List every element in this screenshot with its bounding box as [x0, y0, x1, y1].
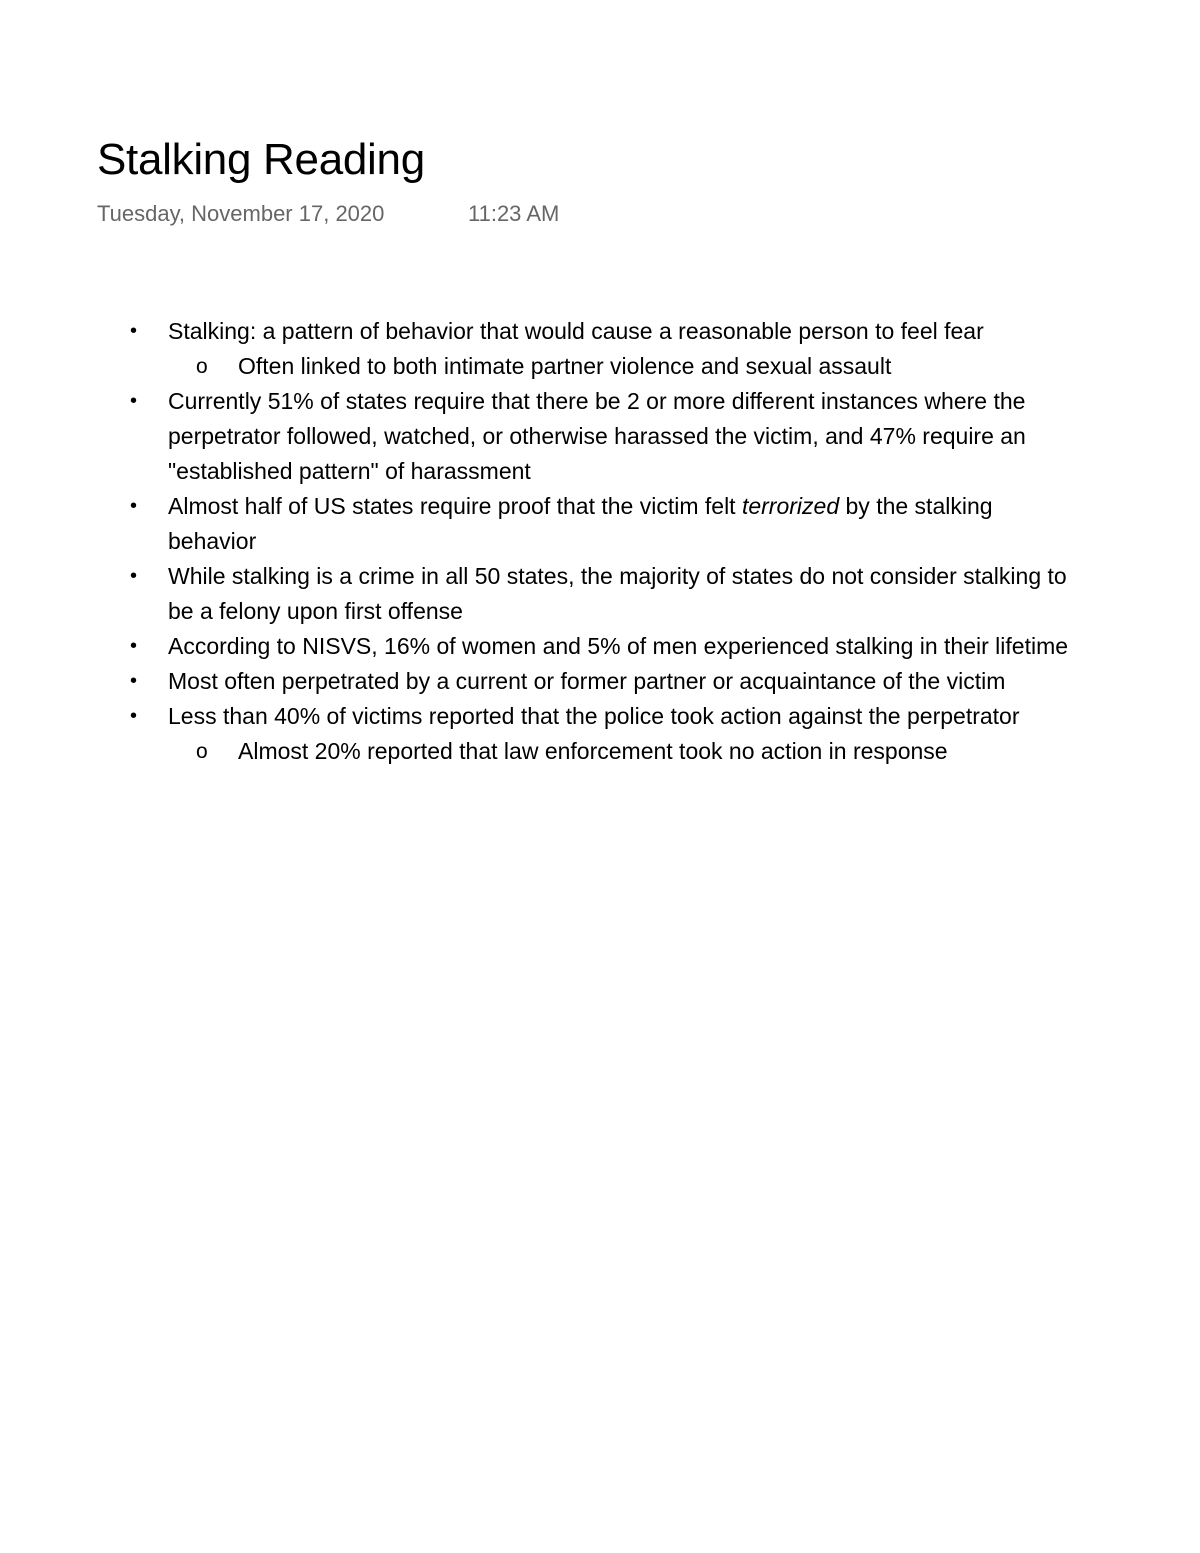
list-item	[130, 384, 1200, 489]
list-item-text: Currently 51% of states require that there be 2 or more different instances where the	[168, 388, 1026, 414]
list-item	[130, 559, 1200, 629]
sub-list-item	[130, 734, 1200, 769]
bullet-icon: •	[130, 320, 138, 342]
bullet-icon: •	[130, 635, 138, 657]
list-item-text: Almost 20% reported that law enforcement took no action in response	[238, 738, 948, 764]
list-item-text: be a felony upon first offense	[168, 598, 463, 624]
list-item	[130, 664, 1200, 699]
list-item-text: "established pattern" of harassment	[168, 458, 531, 484]
bullet-icon: •	[130, 670, 138, 692]
list-item-text: perpetrator followed, watched, or otherwise harassed the victim, and 47% require an	[168, 423, 1026, 449]
bullet-icon: •	[130, 705, 138, 727]
page-timestamp	[97, 200, 560, 228]
list-item-text: Often linked to both intimate partner violence and sexual assault	[238, 353, 892, 379]
bullet-icon: •	[130, 565, 138, 587]
list-item	[130, 314, 1200, 349]
sub-list-item	[130, 349, 1200, 384]
sub-bullet-icon: o	[196, 355, 208, 378]
list-item	[130, 699, 1200, 734]
page-time: 11:23 AM	[468, 201, 560, 226]
page-title: Stalking Reading	[97, 135, 425, 184]
list-item-text: Almost half of US states require proof that the victim felt	[168, 493, 742, 519]
bullet-icon: •	[130, 495, 138, 517]
page-date: Tuesday, November 17, 2020	[97, 201, 385, 226]
list-item-text: Stalking: a pattern of behavior that would cause a reasonable person to feel fear	[168, 318, 984, 344]
list-item-text: Most often perpetrated by a current or former partner or acquaintance of the victim	[168, 668, 1006, 694]
sub-bullet-icon: o	[196, 740, 208, 763]
emphasis-text: terrorized	[741, 493, 840, 519]
list-item-text: behavior	[168, 528, 257, 554]
list-item	[130, 489, 1200, 559]
notes-list	[130, 314, 1200, 769]
list-item-text: Less than 40% of victims reported that the police took action against the perpetrator	[168, 703, 1020, 729]
list-item-text: According to NISVS, 16% of women and 5% of men experienced stalking in their lifetime	[168, 633, 1069, 659]
list-item-text: While stalking is a crime in all 50 states, the majority of states do not consider stalking to	[168, 563, 1067, 589]
bullet-icon: •	[130, 390, 138, 412]
list-item	[130, 629, 1200, 664]
list-item-text: by the stalking	[839, 493, 993, 519]
